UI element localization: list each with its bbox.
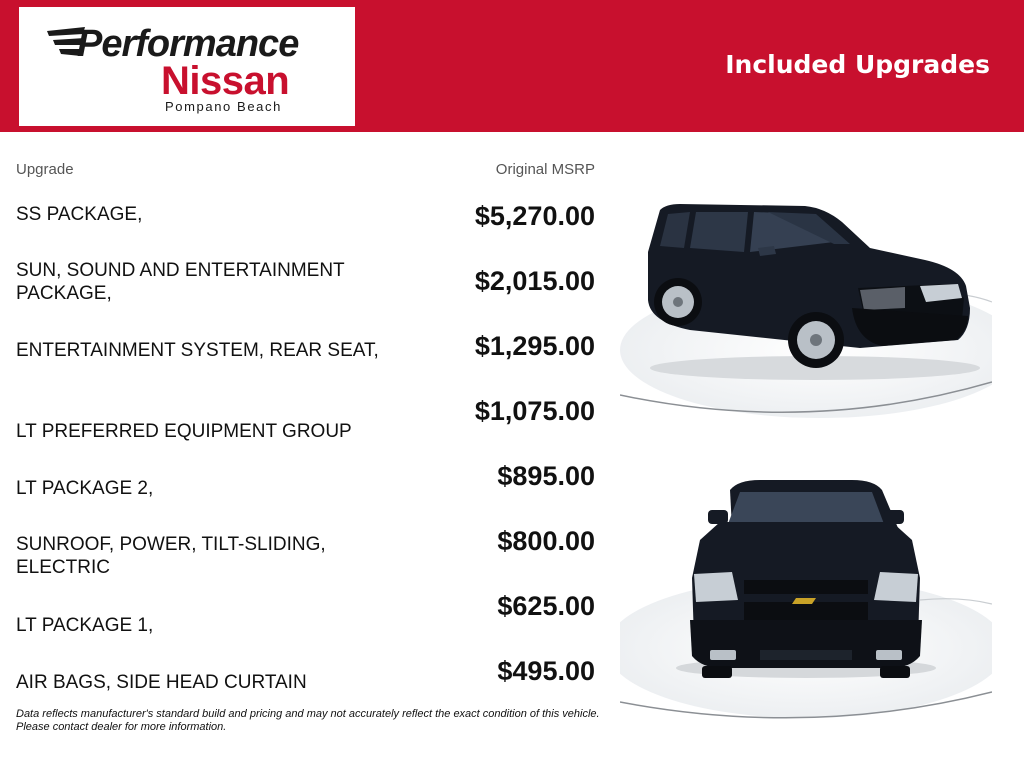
dealer-logo	[19, 7, 355, 126]
upgrade-price: $495.00	[497, 656, 595, 686]
upgrade-price: $625.00	[497, 591, 595, 621]
upgrade-name: SUN, SOUND AND ENTERTAINMENT PACKAGE,	[16, 260, 345, 304]
column-header-msrp: Original MSRP	[495, 161, 595, 178]
upgrade-price: $2,015.00	[474, 266, 595, 296]
upgrade-price: $1,075.00	[474, 396, 595, 426]
logo-nissan: Nissan	[161, 59, 290, 103]
vehicle-photo-front	[620, 470, 992, 732]
logo-location: Pompano Beach	[165, 99, 282, 114]
upgrade-name: LT PREFERRED EQUIPMENT GROUP	[16, 421, 352, 442]
header-banner	[0, 0, 1024, 132]
upgrade-price: $1,295.00	[474, 331, 595, 361]
upgrade-price: $800.00	[497, 526, 595, 556]
upgrade-name: SS PACKAGE,	[16, 204, 143, 225]
column-header-upgrade: Upgrade	[16, 161, 74, 178]
page-title: Included Upgrades	[725, 50, 990, 79]
upgrade-name: AIR BAGS, SIDE HEAD CURTAIN	[16, 672, 307, 693]
upgrade-name: LT PACKAGE 2,	[16, 478, 154, 499]
upgrade-name: SUNROOF, POWER, TILT-SLIDING, ELECTRIC	[16, 534, 326, 578]
upgrade-price: $895.00	[497, 461, 595, 491]
upgrade-price: $5,270.00	[474, 201, 595, 231]
vehicle-photo-side	[620, 190, 992, 425]
logo-performance: Performance	[77, 23, 299, 65]
disclaimer-text: Data reflects manufacturer's standard build and pricing and may not accurately reflect the exact condition of this vehicle. Please contact dealer for more information.	[16, 708, 600, 733]
upgrade-name: ENTERTAINMENT SYSTEM, REAR SEAT,	[16, 340, 379, 361]
upgrade-name: LT PACKAGE 1,	[16, 615, 154, 636]
